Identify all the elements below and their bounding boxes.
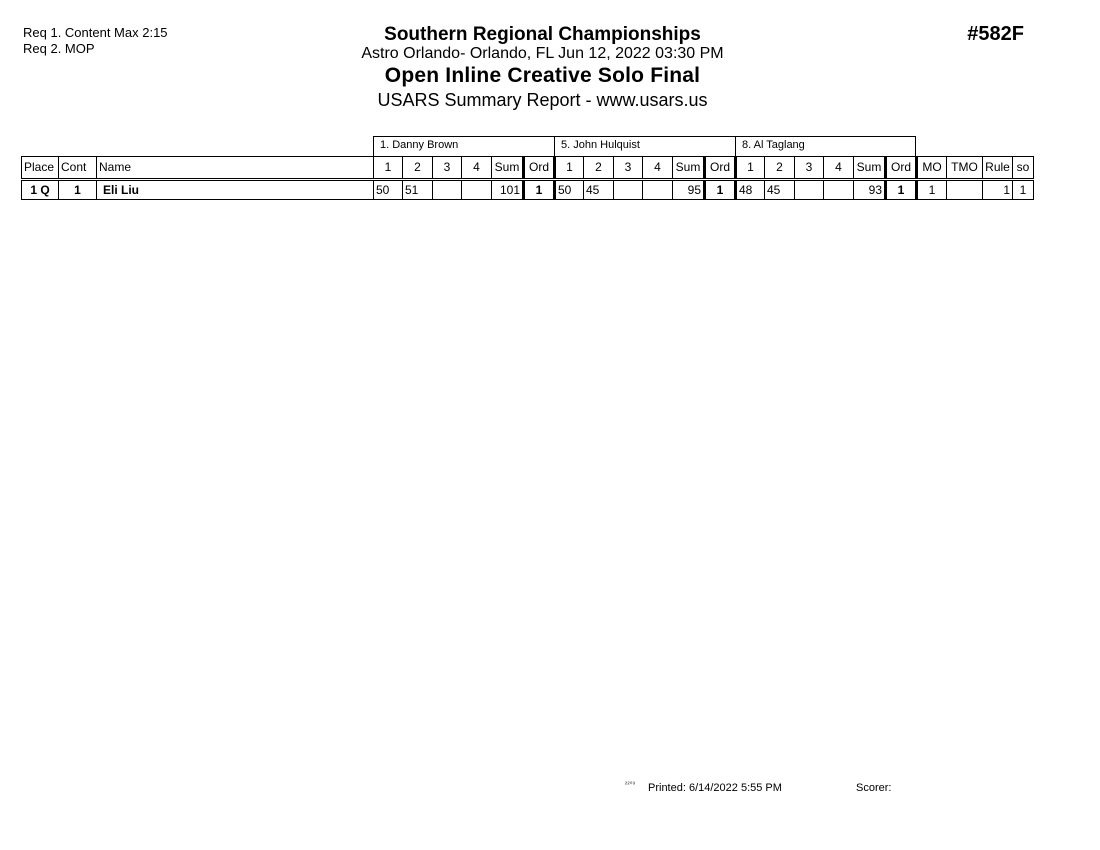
- printed-timestamp: Printed: 6/14/2022 5:55 PM: [648, 782, 782, 794]
- col-judge2-ord: Ord: [705, 157, 736, 180]
- results-table: [21, 156, 1034, 200]
- report-name: USARS Summary Report - www.usars.us: [377, 90, 708, 110]
- mo-cell: 1: [917, 180, 947, 200]
- judge3-score3: [795, 180, 824, 200]
- judge-header-3: 8. Al Taglang: [735, 136, 916, 156]
- judge2-score2: 45: [584, 180, 614, 200]
- header-row: [22, 157, 1034, 180]
- judge1-sum: 101: [492, 180, 524, 200]
- col-mo: MO: [917, 157, 947, 180]
- col-judge3-sum: Sum: [854, 157, 886, 180]
- judge3-score1: 48: [736, 180, 765, 200]
- col-judge1-ord: Ord: [524, 157, 555, 180]
- judge1-score3: [433, 180, 462, 200]
- cont-cell: 1: [59, 180, 97, 200]
- judge1-score4: [462, 180, 492, 200]
- table-row: [22, 180, 1034, 200]
- col-judge3-score4: 4: [824, 157, 854, 180]
- col-place: Place: [22, 157, 59, 180]
- event-name: Open Inline Creative Solo Final: [384, 64, 701, 87]
- skater-name: Eli Liu: [97, 180, 374, 200]
- judge-header-2: 5. John Hulquist: [554, 136, 735, 156]
- place-cell: 1 Q: [22, 180, 59, 200]
- col-rule: Rule: [983, 157, 1013, 180]
- judge2-sum: 95: [673, 180, 705, 200]
- judge1-score2: 51: [403, 180, 433, 200]
- requirement-2: Req 2. MOP: [23, 41, 95, 56]
- col-judge2-score4: 4: [643, 157, 673, 180]
- col-so: so: [1013, 157, 1034, 180]
- col-judge1-score4: 4: [462, 157, 492, 180]
- col-judge3-ord: Ord: [886, 157, 917, 180]
- col-judge2-score2: 2: [584, 157, 614, 180]
- judge2-score1: 50: [555, 180, 584, 200]
- so-cell: 1: [1013, 180, 1034, 200]
- col-judge2-score1: 1: [555, 157, 584, 180]
- col-judge1-sum: Sum: [492, 157, 524, 180]
- venue-datetime: Astro Orlando- Orlando, FL Jun 12, 2022 03:30 PM: [361, 45, 724, 62]
- col-cont: Cont: [59, 157, 97, 180]
- col-judge1-score1: 1: [374, 157, 403, 180]
- col-judge3-score1: 1: [736, 157, 765, 180]
- judge1-score1: 50: [374, 180, 403, 200]
- judge-header-1: 1. Danny Brown: [373, 136, 554, 156]
- col-tmo: TMO: [947, 157, 983, 180]
- event-code: #582F: [967, 23, 1024, 45]
- judge3-score4: [824, 180, 854, 200]
- requirement-1: Req 1. Content Max 2:15: [23, 25, 168, 40]
- judge2-score4: [643, 180, 673, 200]
- col-judge2-score3: 3: [614, 157, 643, 180]
- col-judge3-score3: 3: [795, 157, 824, 180]
- col-judge1-score2: 2: [403, 157, 433, 180]
- judge3-ord: 1: [886, 180, 917, 200]
- col-judge2-sum: Sum: [673, 157, 705, 180]
- competition-title: Southern Regional Championships: [384, 24, 701, 45]
- judge1-ord: 1: [524, 180, 555, 200]
- judge2-ord: 1: [705, 180, 736, 200]
- judge3-score2: 45: [765, 180, 795, 200]
- tmo-cell: [947, 180, 983, 200]
- scorer-label: Scorer:: [856, 782, 892, 794]
- judge3-sum: 93: [854, 180, 886, 200]
- judge2-score3: [614, 180, 643, 200]
- col-judge1-score3: 3: [433, 157, 462, 180]
- col-judge3-score2: 2: [765, 157, 795, 180]
- col-name: Name: [97, 157, 374, 180]
- rule-cell: 1: [983, 180, 1013, 200]
- footer-code: ²²⁰³: [625, 782, 636, 788]
- judge-header-end: [915, 136, 916, 156]
